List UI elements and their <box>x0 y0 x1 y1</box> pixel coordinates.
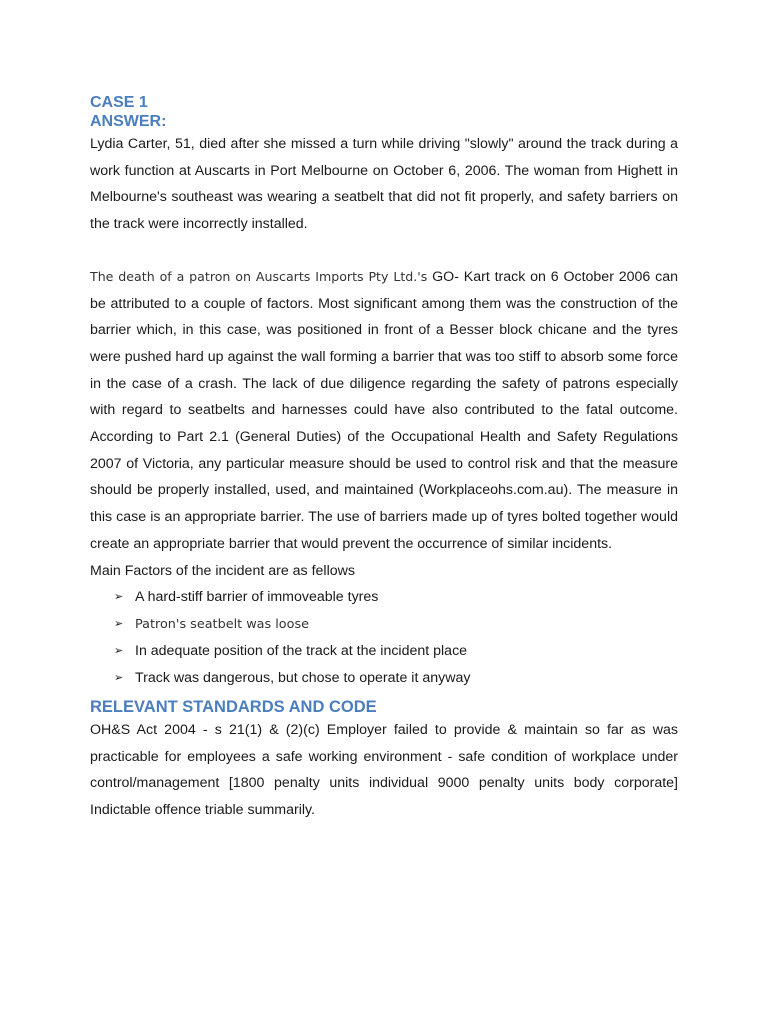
standards-paragraph: OH&S Act 2004 - s 21(1) & (2)(c) Employer failed to provide & maintain so far as was practicable for employees a safe working environment - safe condition of workplace under control/management [1800 penalty units individual 9000 penalty units body corporate] Indictable offence triable summarily. <box>90 722 678 819</box>
factor-text: Track was dangerous, but chose to operate it anyway <box>135 669 471 686</box>
list-item <box>114 584 678 611</box>
analysis-paragraph <box>90 264 678 558</box>
arrow-bullet-icon: ➢ <box>114 645 124 658</box>
factor-text: A hard-stiff barrier of immoveable tyres <box>135 589 379 606</box>
document-content <box>90 93 678 824</box>
factor-text: In adequate position of the track at the incident place <box>135 643 468 660</box>
factor-text: Patron's seatbelt was loose <box>135 616 310 632</box>
arrow-bullet-icon: ➢ <box>114 591 124 604</box>
answer-label: ANSWER: <box>90 113 167 130</box>
standards-heading: RELEVANT STANDARDS AND CODE <box>90 698 377 717</box>
list-item <box>114 611 678 639</box>
factors-list <box>90 584 678 691</box>
analysis-lead-in: The death of a patron on Auscarts Imports Pty Ltd.'s <box>90 268 428 284</box>
list-item <box>114 638 678 665</box>
factors-intro: Main Factors of the incident are as fellows <box>90 562 355 579</box>
case-title: CASE 1 <box>90 94 148 111</box>
incident-summary-paragraph: Lydia Carter, 51, died after she missed a turn while driving "slowly" around the track during a work function at Auscarts in Port Melbourne on October 6, 2006. The woman from Highett in Melbourne's southeast was wearing a seatbelt that did not fit properly, and safety barriers on the track were incorrectly installed. <box>90 136 678 233</box>
arrow-bullet-icon: ➢ <box>114 671 124 684</box>
arrow-bullet-icon: ➢ <box>114 617 124 630</box>
analysis-body: GO- Kart track on 6 October 2006 can be attributed to a couple of factors. Most significant among them was the construction of the barrier which, in this case, was positioned in front of a Besser block chicane and the tyres were pushed hard up against the wall forming a barrier that was too stiff to absorb some force in the case of a crash. The lack of due diligence regarding the safety of patrons especially with regard to seatbelts and harnesses could have also contributed to the fatal outcome. According to Part 2.1 (General Duties) of the Occupational Health and Safety Regulations 2007 of Victoria, any particular measure should be used to control risk and that the measure should be properly installed, used, and maintained (Workplaceohs.com.au). The measure in this case is an appropriate barrier. The use of barriers made up of tyres bolted together would create an appropriate barrier that would prevent the occurrence of similar incidents. <box>90 268 679 552</box>
list-item <box>114 665 678 692</box>
